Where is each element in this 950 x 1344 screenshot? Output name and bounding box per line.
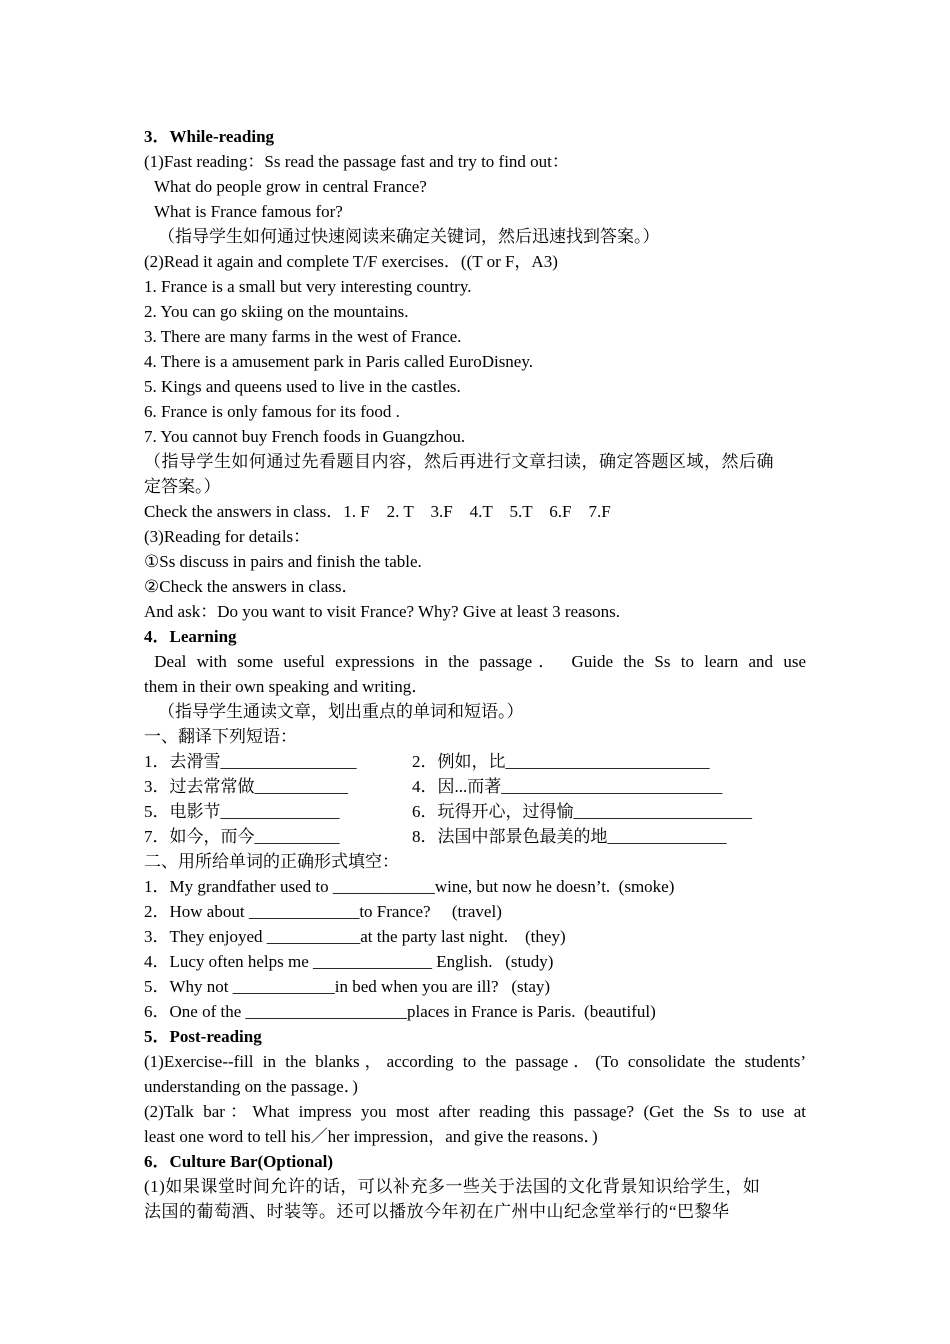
translation-item: 8．法国中部景色最美的地______________ — [412, 827, 727, 846]
tf-item: 5. Kings and queens used to live in the castles. — [144, 377, 461, 396]
section-5-heading: 5．Post-reading — [144, 1027, 262, 1046]
culture-bar-line-1: (1)如果课堂时间允许的话，可以补充多一些关于法国的文化背景知识给学生，如 — [144, 1177, 761, 1196]
fast-reading-instruction: (1)Fast reading：Ss read the passage fast and try to find out： — [144, 152, 569, 171]
translation-item: 2．例如，比________________________ — [412, 752, 710, 771]
learning-paragraph-line-2: them in their own speaking and writing． — [144, 677, 429, 696]
fill-in-item: 3．They enjoyed ___________at the party last night. (they) — [144, 927, 566, 946]
tf-item: 2. You can go skiing on the mountains. — [144, 302, 409, 321]
learning-paragraph-line-1: Deal with some useful expressions in the passage． Guide the Ss to learn and use — [144, 652, 806, 671]
fill-in-item: 2．How about _____________to France? (travel) — [144, 902, 502, 921]
translation-item: 7．如今，而今__________ — [144, 827, 340, 846]
section-4-heading: 4．Learning — [144, 627, 237, 646]
translation-row — [144, 749, 806, 774]
details-step-1: ①Ss discuss in pairs and finish the table. — [144, 552, 422, 571]
reading-details-instruction: (3)Reading for details： — [144, 527, 311, 546]
translation-item: 1．去滑雪________________ — [144, 752, 357, 771]
translation-item: 4．因...而著__________________________ — [412, 777, 723, 796]
post-reading-exercise-line-1: (1)Exercise--fill in the blanks，according to the passage．(To consolidate the students’ — [144, 1052, 806, 1071]
tf-item: 6. France is only famous for its food . — [144, 402, 400, 421]
fast-reading-question-2: What is France famous for? — [154, 202, 343, 221]
fill-in-exercise-title: 二、用所给单词的正确形式填空： — [144, 852, 399, 871]
translation-row — [144, 799, 806, 824]
scan-reading-note-line-1: （指导学生如何通过先看题目内容，然后再进行文章扫读，确定答题区域，然后确 — [144, 452, 774, 471]
translation-row — [144, 824, 806, 849]
talk-bar-line-1: (2)Talk bar：What impress you most after reading this passage? (Get the Ss to use at — [144, 1102, 806, 1121]
document-page — [144, 124, 806, 1224]
learning-note: （指导学生通读文章，划出重点的单词和短语。） — [158, 702, 524, 721]
tf-item: 7. You cannot buy French foods in Guangzhou. — [144, 427, 466, 446]
fill-in-item: 6．One of the ___________________places in France is Paris. (beautiful) — [144, 1002, 656, 1021]
tf-item: 4. There is a amusement park in Paris called EuroDisney. — [144, 352, 533, 371]
translation-item: 5．电影节______________ — [144, 802, 340, 821]
fill-in-item: 4．Lucy often helps me ______________ English. (study) — [144, 952, 554, 971]
answer-check: Check the answers in class．1. F 2. T 3.F 4.T 5.T 6.F 7.F — [144, 502, 611, 521]
translation-row — [144, 774, 806, 799]
section-3-heading: 3．While-reading — [144, 127, 275, 146]
translation-item: 3．过去常常做___________ — [144, 777, 348, 796]
scan-reading-note-line-2: 定答案。） — [144, 477, 221, 496]
tf-item: 1. France is a small but very interesting country. — [144, 277, 472, 296]
fast-reading-note: （指导学生如何通过快速阅读来确定关键词，然后迅速找到答案。） — [158, 227, 660, 246]
talk-bar-line-2: least one word to tell his／her impression，and give the reasons．) — [144, 1127, 598, 1146]
fill-in-item: 1．My grandfather used to ____________wine, but now he doesn’t. (smoke) — [144, 877, 675, 896]
tf-item: 3. There are many farms in the west of France. — [144, 327, 462, 346]
translation-exercise-title: 一、翻译下列短语： — [144, 727, 297, 746]
details-step-2: ②Check the answers in class． — [144, 577, 359, 596]
discussion-question: And ask：Do you want to visit France? Why? Give at least 3 reasons. — [144, 602, 621, 621]
tf-instruction: (2)Read it again and complete T/F exercises．((T or F，A3) — [144, 252, 558, 271]
post-reading-exercise-line-2: understanding on the passage．) — [144, 1077, 358, 1096]
section-6-heading: 6．Culture Bar(Optional) — [144, 1152, 334, 1171]
fill-in-item: 5．Why not ____________in bed when you are ill? (stay) — [144, 977, 551, 996]
fast-reading-question-1: What do people grow in central France? — [154, 177, 427, 196]
culture-bar-line-2: 法国的葡萄酒、时装等。还可以播放今年初在广州中山纪念堂举行的“巴黎华 — [144, 1202, 730, 1221]
translation-item: 6．玩得开心，过得愉_____________________ — [412, 802, 752, 821]
